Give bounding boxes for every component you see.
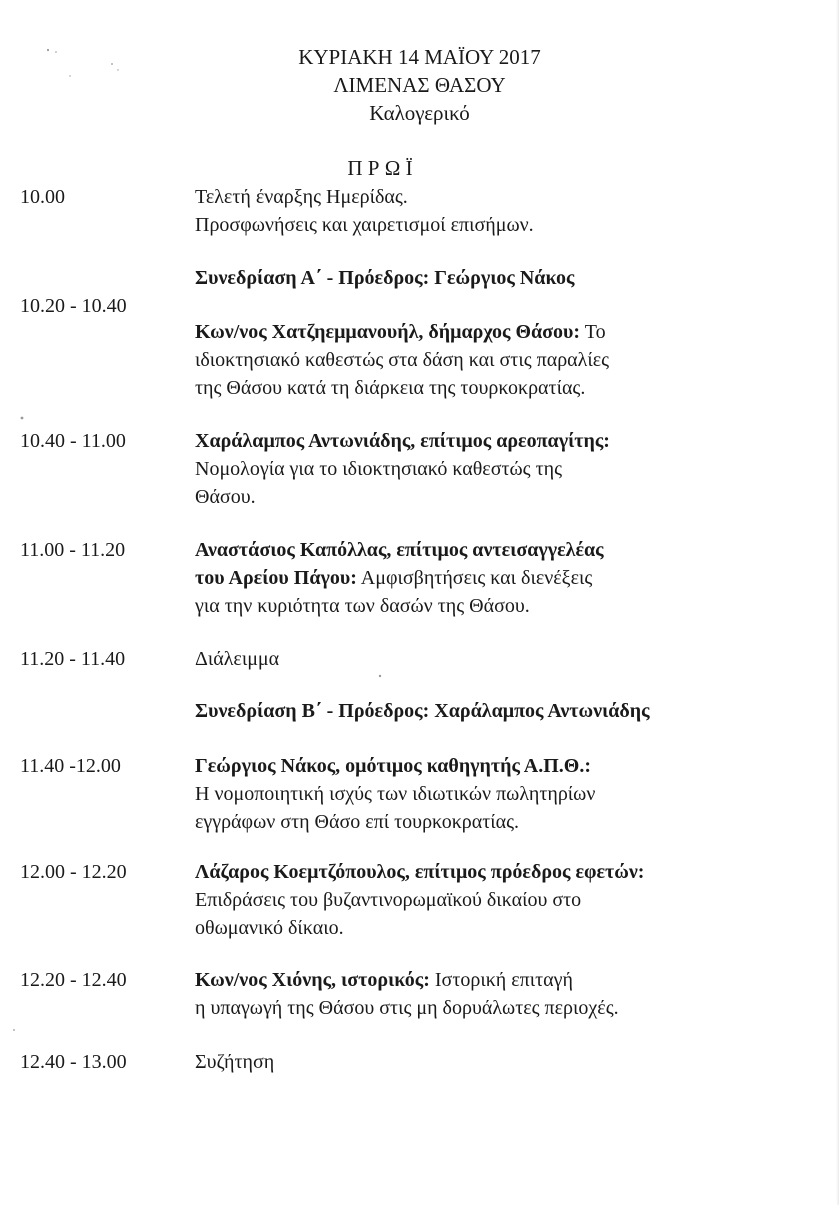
talk3-speaker-line1: Αναστάσιος Καπόλλας, επίτιμος αντεισαγγελέας [195,539,604,561]
talk6-line1 [195,966,573,994]
time-talk6: 12.20 - 12.40 [20,969,127,991]
talk1-line1-rest: Το [580,321,606,343]
talk5-speaker: Λάζαρος Κοεμτζόπουλος, επίτιμος πρόεδρος εφετών: [195,861,645,883]
talk4-speaker: Γεώργιος Νάκος, ομότιμος καθηγητής Α.Π.Θ.: [195,755,592,777]
event-place: ΛΙΜΕΝΑΣ ΘΑΣΟΥ [333,73,506,97]
talk6-speaker: Κων/νος Χιόνης, ιστορικός: [195,969,430,991]
event-venue: Καλογερικό [369,101,470,125]
talk1-line2: ιδιοκτησιακό καθεστώς στα δάση και στις παραλίες [195,349,610,371]
event-date: ΚΥΡΙΑΚΗ 14 ΜΑΪΟΥ 2017 [298,45,541,69]
time-talk1: 10.20 - 10.40 [20,295,127,317]
talk4-line3: εγγράφων στη Θάσο επί τουρκοκρατίας. [195,811,520,833]
talk5-line3: οθωμανικό δίκαιο. [195,917,344,939]
talk4-line2: Η νομοποιητική ισχύς των ιδιωτικών πωλητηρίων [195,783,596,805]
talk6-line1-rest: Ιστορική επιταγή [429,969,573,991]
session-a-title: Συνεδρίαση Α΄ - Πρόεδρος: Γεώργιος Νάκος [195,267,575,289]
talk1-speaker: Κων/νος Χατζηεμμανουήλ, δήμαρχος Θάσου: [195,321,581,343]
talk1-line1 [195,318,606,346]
talk2-speaker: Χαράλαμπος Αντωνιάδης, επίτιμος αρεοπαγίτης: [195,430,610,452]
time-opening: 10.00 [20,186,65,208]
time-talk5: 12.00 - 12.20 [20,861,127,883]
talk3-line2 [195,564,592,592]
section-title-morning: Π Ρ Ω Ϊ [347,156,413,180]
talk3-line3: για την κυριότητα των δασών της Θάσου. [195,595,530,617]
break-label: Διάλειμμα [195,648,280,670]
discussion-label: Συζήτηση [195,1051,275,1073]
time-talk2: 10.40 - 11.00 [20,430,126,452]
time-talk4: 11.40 -12.00 [20,755,121,777]
opening-line2: Προσφωνήσεις και χαιρετισμοί επισήμων. [195,214,534,236]
talk2-line2: Νομολογία για το ιδιοκτησιακό καθεστώς της [195,458,563,480]
talk2-line3: Θάσου. [195,486,256,508]
talk1-line3: της Θάσου κατά τη διάρκεια της τουρκοκρατίας. [195,377,586,399]
talk6-line2: η υπαγωγή της Θάσου στις μη δορυάλωτες περιοχές. [195,997,619,1019]
session-b-title: Συνεδρίαση Β΄ - Πρόεδρος: Χαράλαμπος Αντωνιάδης [195,700,650,722]
time-discussion: 12.40 - 13.00 [20,1051,127,1073]
talk3-speaker-line2: του Αρείου Πάγου: [195,567,357,589]
talk3-line2-rest: Αμφισβητήσεις και διενέξεις [356,567,593,589]
opening-line1: Τελετή έναρξης Ημερίδας. [195,186,408,208]
talk5-line2: Επιδράσεις του βυζαντινορωμαϊκού δικαίου στο [195,889,582,911]
time-talk3: 11.00 - 11.20 [20,539,126,561]
time-break: 11.20 - 11.40 [20,648,126,670]
